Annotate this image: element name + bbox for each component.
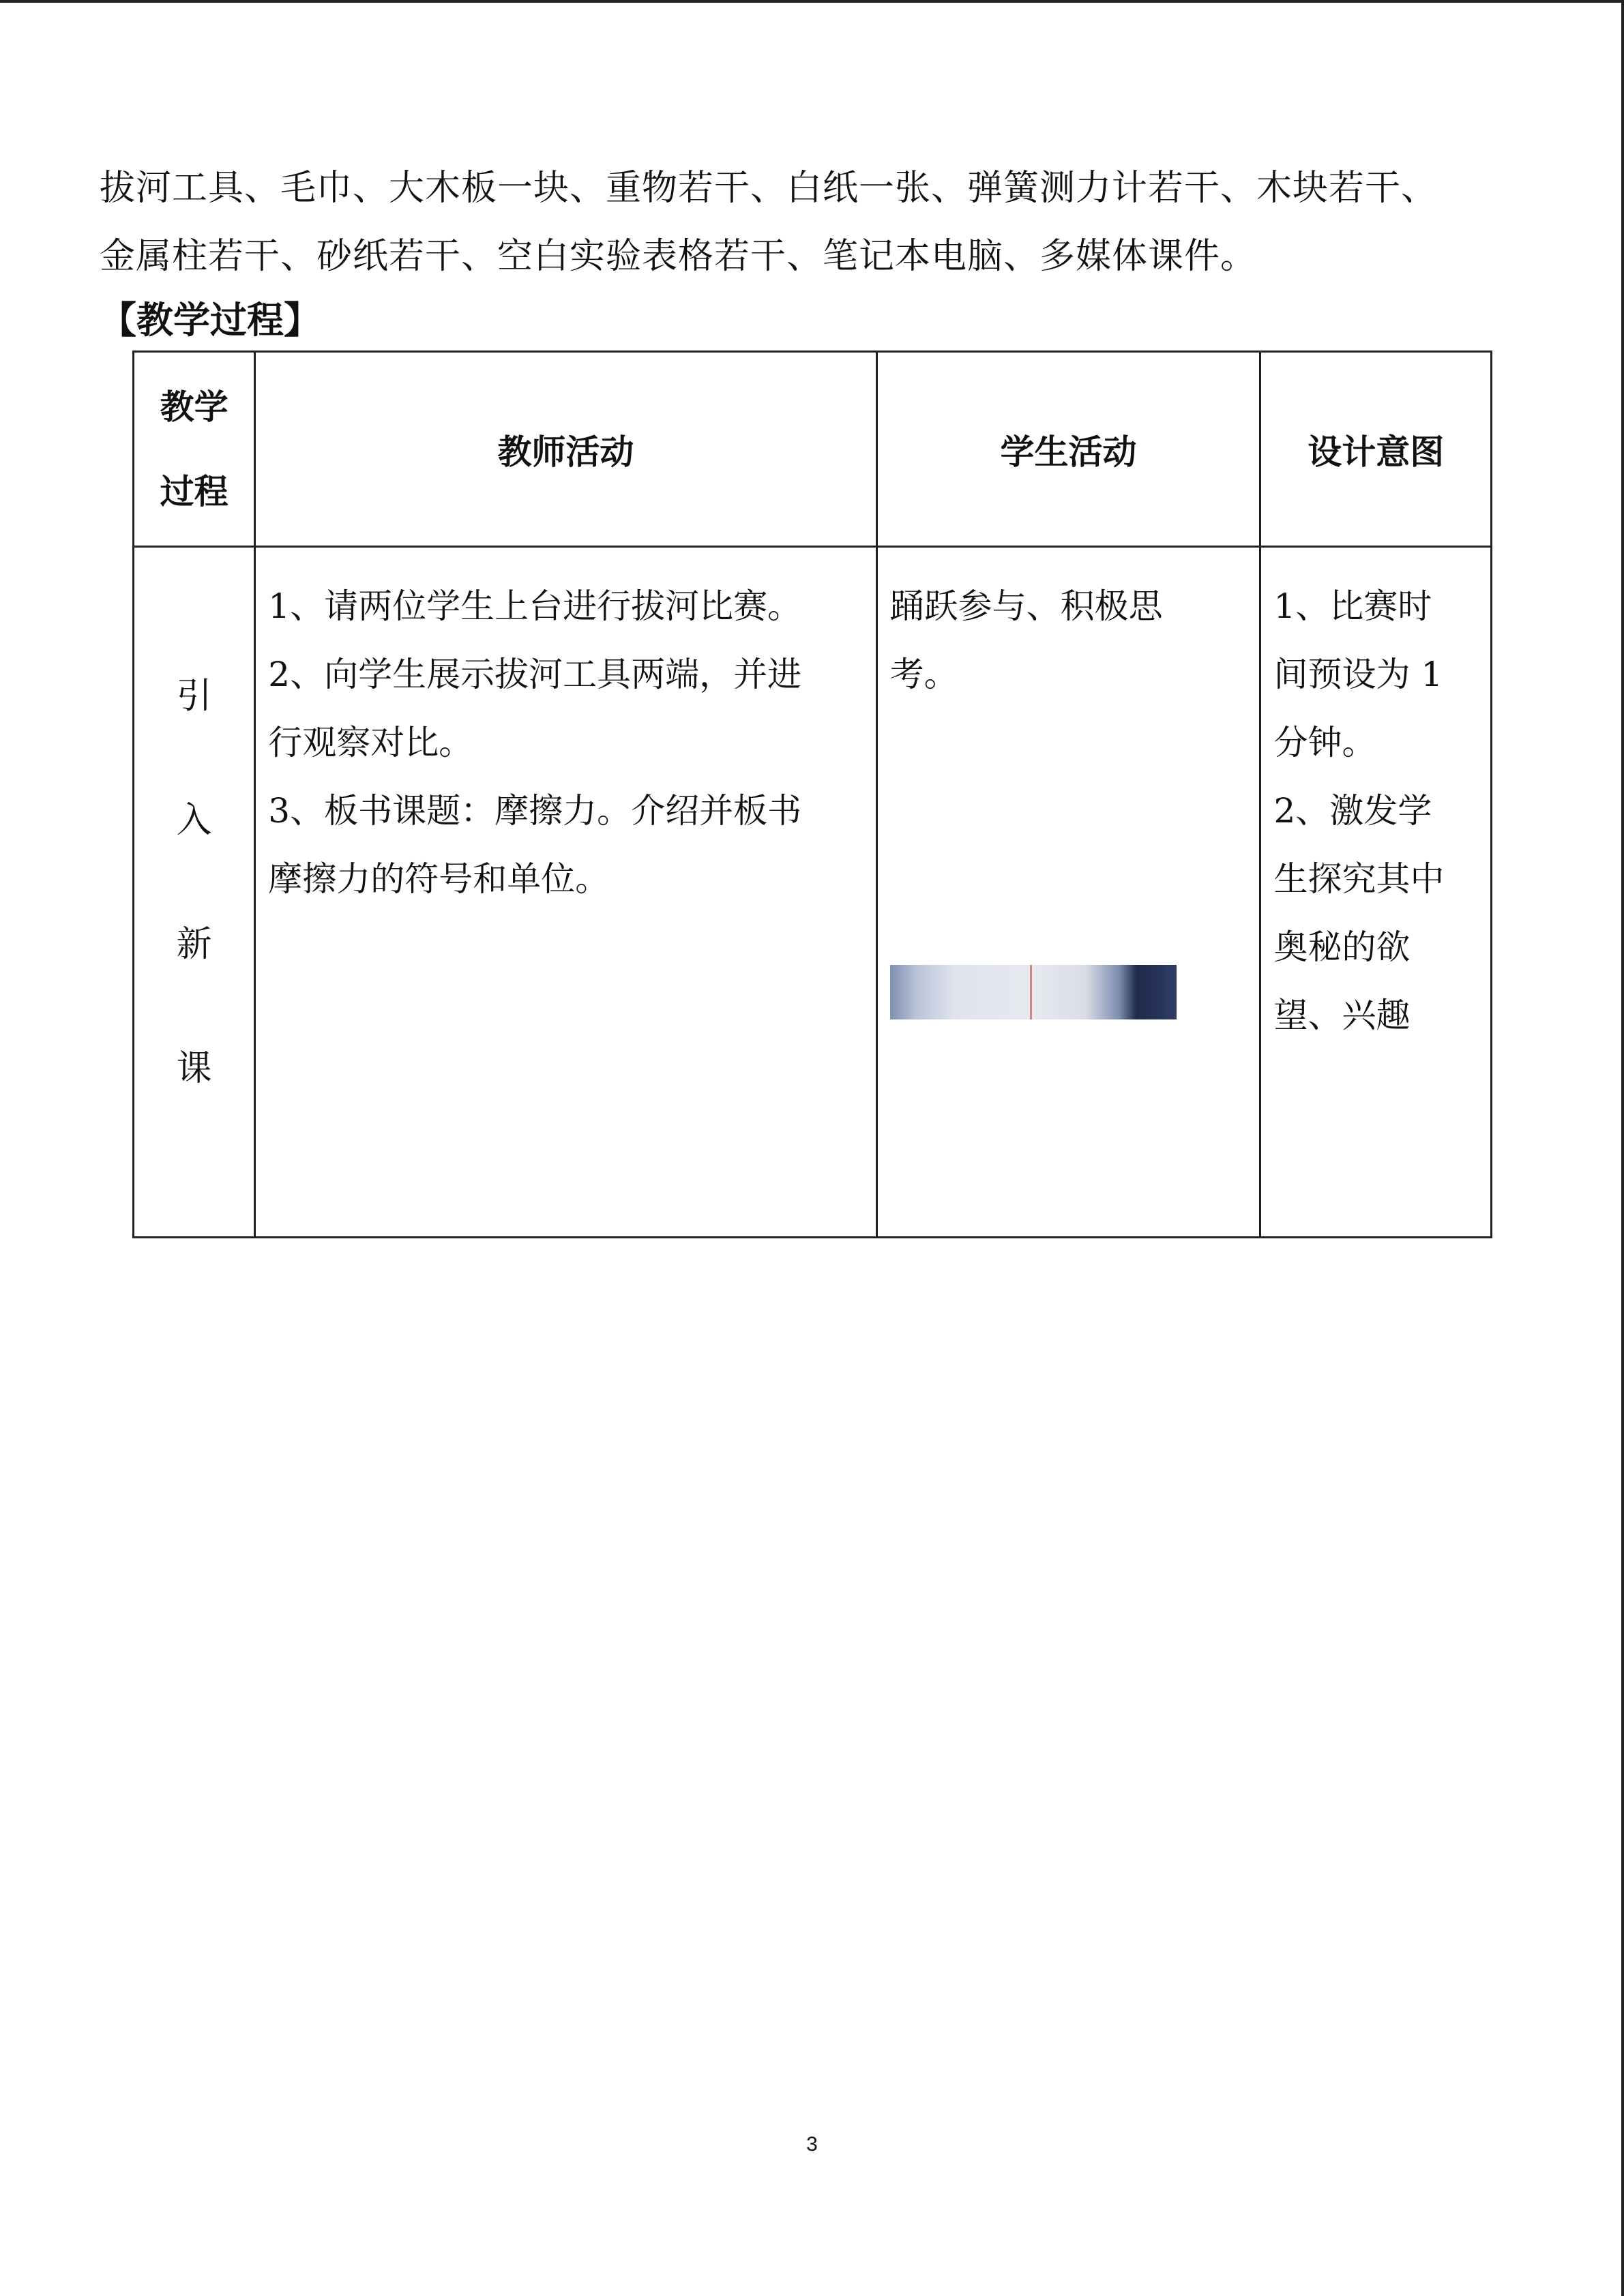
- student-activity-line: 踊跃参与、积极思: [889, 586, 1163, 626]
- header-stage-line: 过程: [160, 471, 228, 511]
- design-intent-line: 望、兴趣: [1273, 996, 1411, 1035]
- section-heading: 【教学过程】: [100, 299, 321, 342]
- design-intent-cell: [1260, 547, 1492, 1238]
- teacher-activity-line: 3、板书课题：摩擦力。介绍并板书: [268, 791, 802, 831]
- design-intent-line: 2、激发学: [1273, 791, 1432, 831]
- table-row: [134, 547, 1492, 1238]
- teacher-activity-cell: [255, 547, 876, 1238]
- design-intent-line: 生探究其中: [1273, 859, 1445, 899]
- header-teacher-activity: 教师活动: [255, 352, 876, 547]
- student-activity-cell: [876, 547, 1260, 1238]
- teacher-activity-line: 2、向学生展示拔河工具两端，并进: [268, 655, 802, 694]
- stage-char: 引: [176, 676, 212, 717]
- table-header-row: [134, 352, 1492, 547]
- header-student-activity: 学生活动: [876, 352, 1260, 547]
- header-stage: [134, 352, 255, 547]
- tug-of-war-photo: [890, 965, 1177, 1019]
- design-intent-line: 间预设为 1: [1273, 655, 1443, 694]
- header-stage-line: 教学: [160, 387, 228, 427]
- teacher-activity-line: 摩擦力的符号和单位。: [268, 859, 610, 899]
- design-intent-line: 分钟。: [1273, 723, 1376, 762]
- page-number: 3: [806, 2133, 818, 2156]
- design-intent-line: 1、比赛时: [1273, 586, 1432, 626]
- header-design-intent: 设计意图: [1260, 352, 1492, 547]
- materials-paragraph: [100, 154, 1518, 290]
- teaching-process-table: [132, 351, 1492, 1238]
- design-intent-line: 奥秘的欲: [1273, 927, 1411, 967]
- page-right-border: [1621, 0, 1624, 2296]
- stage-char: 新: [176, 924, 212, 965]
- teacher-activity-line: 1、请两位学生上台进行拔河比赛。: [268, 586, 802, 626]
- teacher-activity-line: 行观察对比。: [268, 723, 473, 762]
- student-activity-line: 考。: [889, 655, 958, 694]
- stage-char: 课: [176, 1048, 212, 1089]
- materials-line: 拔河工具、毛巾、大木板一块、重物若干、白纸一张、弹簧测力计若干、木块若干、: [100, 168, 1438, 209]
- materials-line: 金属柱若干、砂纸若干、空白实验表格若干、笔记本电脑、多媒体课件。: [100, 236, 1257, 277]
- page-top-border: [0, 0, 1624, 3]
- photo-rope-mark: [1030, 965, 1032, 1019]
- stage-char: 入: [176, 800, 212, 841]
- stage-cell: [134, 547, 255, 1238]
